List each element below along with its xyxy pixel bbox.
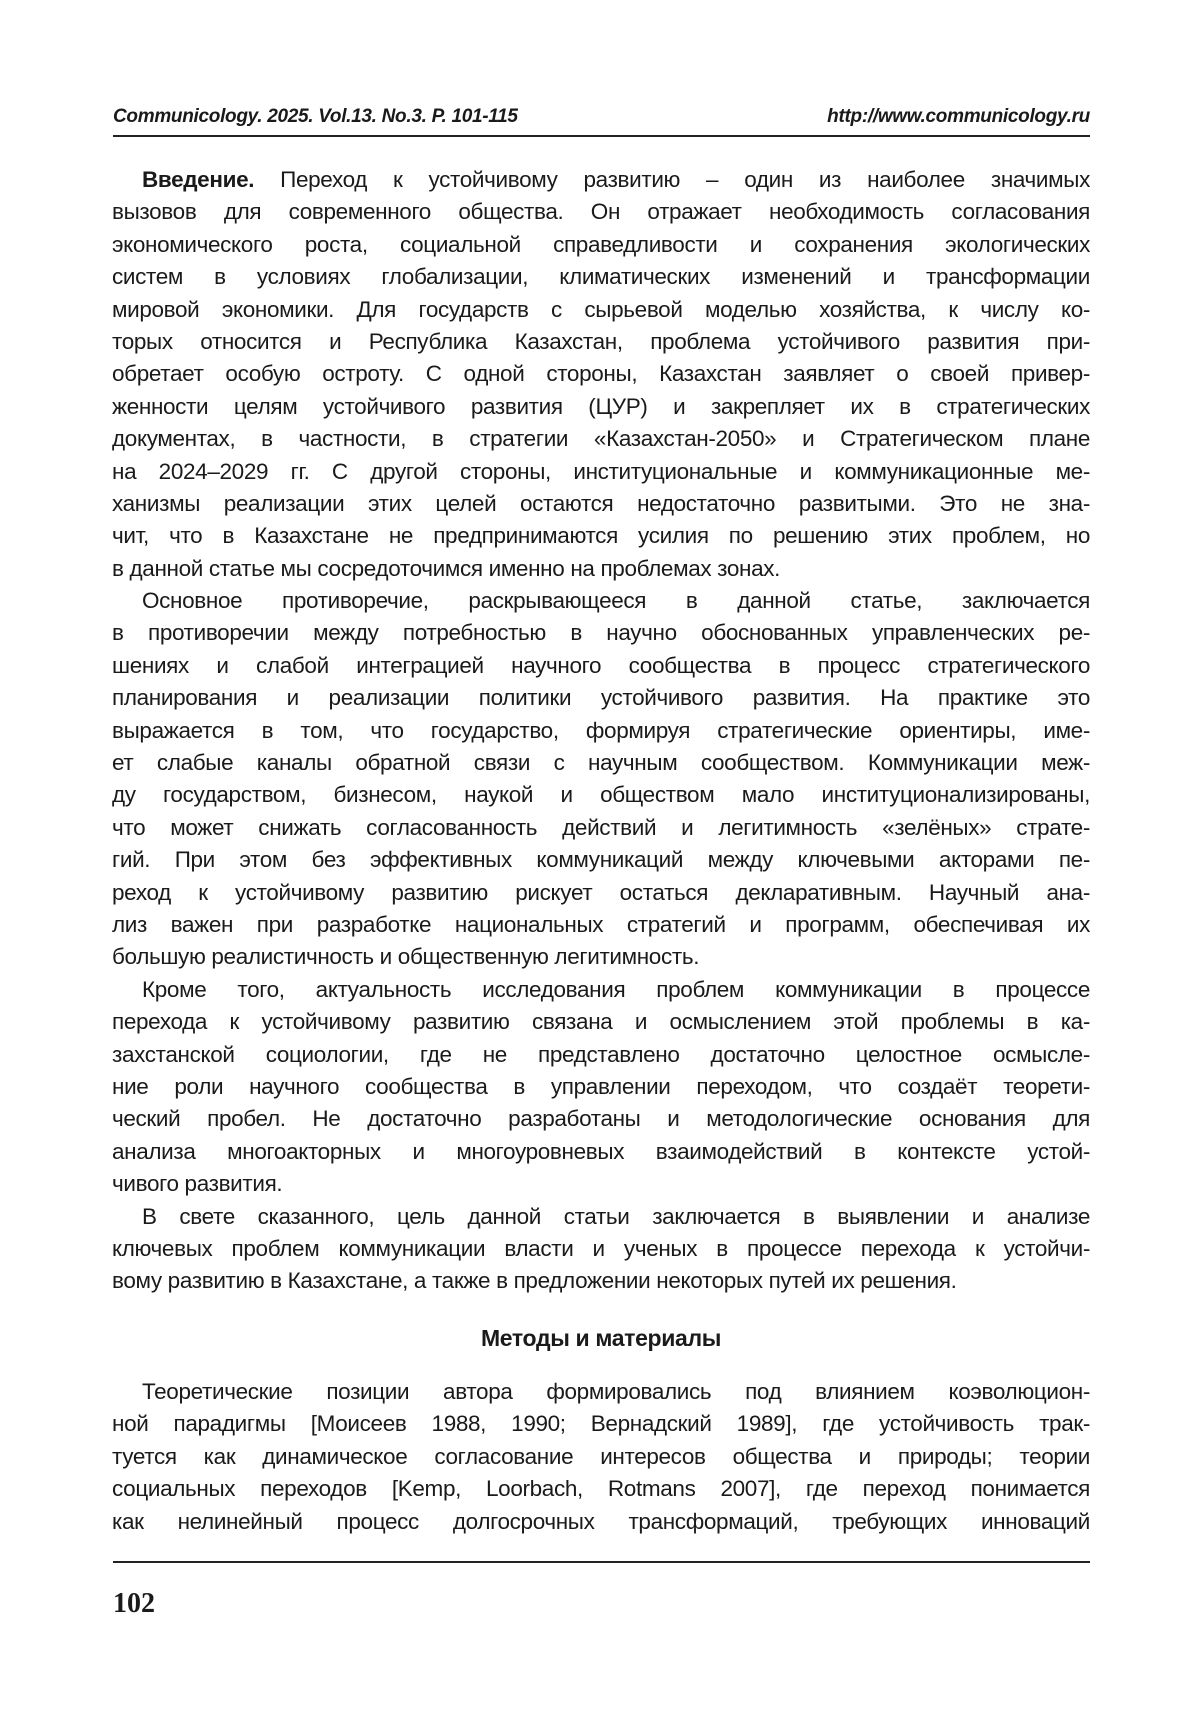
text-line: социальных переходов [Kemp, Loorbach, Rotmans 2007], где переход понимается [112,1476,1090,1502]
text-line: документах, в частности, в стратегии «Казахстан-2050» и Стратегическом плане [112,426,1090,452]
text-line: как нелинейный процесс долгосрочных трансформаций, требующих инноваций [112,1508,1090,1534]
text-line: шениях и слабой интеграцией научного сообщества в процесс стратегического [112,652,1090,678]
introduction-section [112,164,1090,1298]
paragraph [112,585,1090,974]
article-body [112,164,1090,1538]
text-line: мировой экономики. Для государств с сырьевой моделью хозяйства, к числу ко- [112,296,1090,322]
text-line: планирования и реализации политики устойчивого развития. На практике это [112,685,1090,711]
footer-rule [113,1561,1090,1563]
lead-in-heading: Введение. [142,167,255,192]
running-header [113,106,1090,128]
text-line: чивого развития. [112,1171,283,1197]
text-line: обретает особую остроту. С одной стороны, Казахстан заявляет о своей привер- [112,361,1090,387]
text-line: гий. При этом без эффективных коммуникаций между ключевыми акторами пе- [112,847,1090,873]
text-line: ной парадигмы [Моисеев 1988, 1990; Вернадский 1989], где устойчивость трак- [112,1411,1090,1437]
text-line: в противоречии между потребностью в научно обоснованных управленческих ре- [112,620,1090,646]
text-line: экономического роста, социальной справедливости и сохранения экологических [112,231,1090,257]
line-text: Переход к устойчивому развитию – один из наиболее значимых [254,167,1090,192]
text-line: что может снижать согласованность действий и легитимность «зелёных» страте- [112,814,1090,840]
text-line: В свете сказанного, цель данной статьи заключается в выявлении и анализе [142,1203,1090,1229]
text-line: ние роли научного сообщества в управлении переходом, что создаёт теорети- [112,1073,1090,1099]
text-line: захстанской социологии, где не представлено достаточно целостное осмысле- [112,1041,1090,1067]
paragraph [112,164,1090,585]
text-line: ханизмы реализации этих целей остаются недостаточно развитыми. Это не зна- [112,490,1090,516]
text-line: ду государством, бизнесом, наукой и обществом мало институционализированы, [112,782,1090,808]
journal-url: http://www.communicology.ru [827,106,1090,127]
paragraph [112,1376,1090,1538]
text-line: анализа многоакторных и многоуровневых взаимодействий в контексте устой- [112,1138,1090,1164]
text-line: ключевых проблем коммуникации власти и ученых в процессе перехода к устойчи- [112,1235,1090,1261]
text-line: выражается в том, что государство, формируя стратегические ориентиры, име- [112,717,1090,743]
text-line: Кроме того, актуальность исследования проблем коммуникации в процессе [142,976,1090,1002]
header-rule [113,135,1090,137]
text-line: вызовов для современного общества. Он отражает необходимость согласования [112,199,1090,225]
paragraph [112,1201,1090,1298]
text-line: Основное противоречие, раскрывающееся в данной статье, заключается [142,588,1090,614]
methods-section [112,1376,1090,1538]
text-line: вому развитию в Казахстане, а также в предложении некоторых путей их решения. [112,1268,957,1294]
text-line: лиз важен при разработке национальных стратегий и программ, обеспечивая их [112,911,1090,937]
text-line: на 2024–2029 гг. С другой стороны, институциональные и коммуникационные ме- [112,458,1090,484]
text-line: чит, что в Казахстане не предпринимаются усилия по решению этих проблем, но [112,523,1090,549]
text-line: в данной статье мы сосредоточимся именно на проблемах зонах. [112,555,781,581]
text-line: систем в условиях глобализации, климатических изменений и трансформации [112,264,1090,290]
paragraph [112,974,1090,1201]
text-line: Теоретические позиции автора формировались под влиянием коэволюцион- [142,1379,1090,1405]
text-line: реход к устойчивому развитию рискует остаться декларативным. Научный ана- [112,879,1090,905]
section-heading-methods: Методы и материалы [480,1324,721,1351]
text-line: ческий пробел. Не достаточно разработаны и методологические основания для [112,1106,1090,1132]
journal-citation: Communicology. 2025. Vol.13. No.3. P. 101-115 [113,106,518,127]
text-line: ет слабые каналы обратной связи с научным сообществом. Коммуникации меж- [112,750,1090,776]
text-line: женности целям устойчивого развития (ЦУР) и закрепляет их в стратегических [112,393,1090,419]
text-line: большую реалистичность и общественную легитимность. [112,944,700,970]
text-line [112,164,1090,196]
text-line: туется как динамическое согласование интересов общества и природы; теории [112,1443,1090,1469]
page-number: 102 [113,1588,155,1619]
text-line: торых относится и Республика Казахстан, проблема устойчивого развития при- [112,328,1090,354]
text-line: перехода к устойчивому развитию связана и осмыслением этой проблемы в ка- [112,1009,1090,1035]
